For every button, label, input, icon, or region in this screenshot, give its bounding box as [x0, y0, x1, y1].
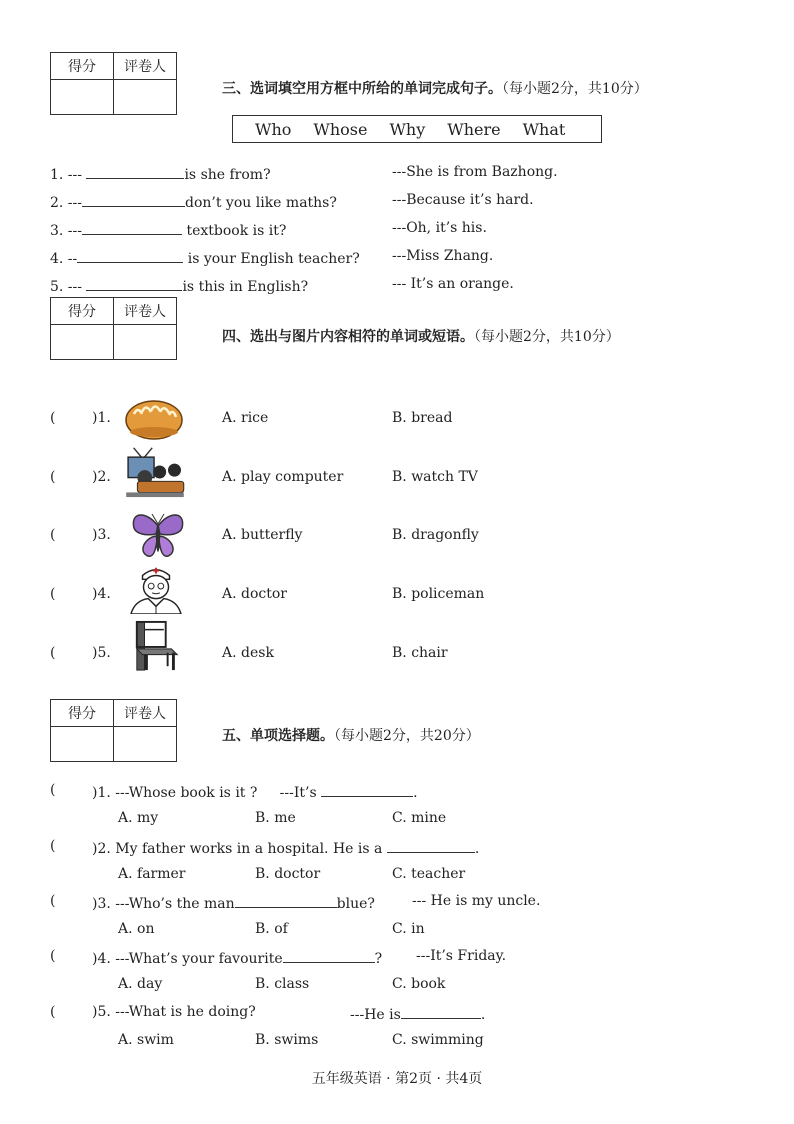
option-c: C. in [392, 921, 425, 937]
item-num: 3. --- [50, 223, 82, 239]
score-cell[interactable] [51, 325, 114, 360]
question-text: ---It’s [279, 785, 317, 801]
s4-item-num: )1. [92, 410, 111, 426]
s4-item-num: )4. [92, 586, 111, 602]
section5-title [222, 725, 480, 745]
question-text: . [474, 841, 480, 857]
option-b: B. class [255, 976, 310, 992]
score-table-section4 [50, 297, 177, 360]
item-text: is your English teacher? [183, 251, 360, 267]
answer-blank[interactable] [77, 248, 183, 263]
option-b: B. doctor [255, 866, 321, 882]
item-num: 5. --- [50, 279, 82, 295]
score-label: 得分 [51, 700, 114, 727]
grader-label: 评卷人 [114, 298, 177, 325]
question-text: ---He is [350, 1007, 401, 1023]
s5-question-5-reply [350, 1004, 485, 1023]
word-what: What [522, 119, 566, 139]
option-a: A. butterfly [222, 527, 303, 543]
option-a: A. on [118, 921, 155, 937]
answer-blank[interactable] [86, 164, 184, 179]
section5-title-text: 五、单项选择题。 [222, 728, 334, 744]
paren-open[interactable]: ( [50, 469, 56, 485]
option-c: C. teacher [392, 866, 466, 882]
option-b: B. of [255, 921, 288, 937]
s3-item-3-answer: ---Oh, it’s his. [392, 220, 487, 236]
score-cell[interactable] [51, 727, 114, 762]
question-text: . [413, 785, 418, 801]
question-text: )4. ---What’s your favourite [92, 951, 283, 967]
section3-title [222, 78, 648, 98]
s3-item-4-answer: ---Miss Zhang. [392, 248, 494, 264]
question-text: . [480, 1007, 486, 1023]
s3-item-3 [50, 220, 286, 239]
paren-open[interactable]: ( [50, 838, 56, 854]
s3-item-1-answer: ---She is from Bazhong. [392, 164, 558, 180]
option-b: B. dragonfly [392, 527, 479, 543]
option-a: A. doctor [222, 586, 287, 602]
s3-item-4 [50, 248, 360, 267]
option-b: B. swims [255, 1032, 319, 1048]
grader-cell[interactable] [114, 80, 177, 115]
bread-icon [124, 390, 184, 442]
item-text: textbook is it? [182, 223, 287, 239]
item-num: 2. --- [50, 195, 82, 211]
word-box [232, 115, 602, 143]
section4-title-text: 四、选出与图片内容相符的单词或短语。 [222, 329, 474, 345]
s5-question-4 [92, 948, 382, 967]
option-c: C. swimming [392, 1032, 484, 1048]
s5-question-3-reply: --- He is my uncle. [412, 893, 541, 909]
word-where: Where [447, 119, 501, 139]
answer-blank[interactable] [387, 838, 475, 853]
tv-watchers-icon [122, 446, 188, 498]
score-table-section5 [50, 699, 177, 762]
question-text: blue? [336, 896, 375, 912]
paren-open[interactable]: ( [50, 527, 56, 543]
answer-blank[interactable] [86, 276, 182, 291]
section4-title [222, 326, 620, 346]
grader-label: 评卷人 [114, 53, 177, 80]
chair-icon [128, 620, 188, 672]
option-c: C. book [392, 976, 446, 992]
s5-question-5: )5. ---What is he doing? [92, 1004, 256, 1020]
option-a: A. desk [222, 645, 274, 661]
item-num: 4. -- [50, 251, 78, 267]
option-b: B. chair [392, 645, 448, 661]
paren-open[interactable]: ( [50, 782, 56, 798]
question-text: )3. ---Who’s the man [92, 896, 235, 912]
grader-label: 评卷人 [114, 700, 177, 727]
option-a: A. rice [222, 410, 269, 426]
option-b: B. watch TV [392, 469, 478, 485]
option-c: C. mine [392, 810, 447, 826]
section3-points: （每小题2分，共10分） [502, 81, 648, 97]
option-a: A. day [118, 976, 163, 992]
grader-cell[interactable] [114, 325, 177, 360]
score-label: 得分 [51, 298, 114, 325]
word-whose: Whose [313, 119, 368, 139]
paren-open[interactable]: ( [50, 586, 56, 602]
option-b: B. policeman [392, 586, 485, 602]
s4-item-num: )2. [92, 469, 111, 485]
s3-item-5-answer: --- It’s an orange. [392, 276, 514, 292]
item-text: don’t you like maths? [185, 195, 337, 211]
s4-item-num: )3. [92, 527, 111, 543]
s5-question-4-reply: ---It’s Friday. [416, 948, 507, 964]
answer-blank[interactable] [321, 782, 413, 797]
paren-open[interactable]: ( [50, 948, 56, 964]
answer-blank[interactable] [82, 220, 182, 235]
option-a: A. farmer [118, 866, 186, 882]
option-a: A. swim [118, 1032, 174, 1048]
score-cell[interactable] [51, 80, 114, 115]
s3-item-5 [50, 276, 308, 295]
option-b: B. bread [392, 410, 453, 426]
section5-points: （每小题2分，共20分） [334, 728, 480, 744]
section4-points: （每小题2分，共10分） [474, 329, 620, 345]
item-num: 1. --- [50, 167, 82, 183]
section3-title-text: 三、选词填空用方框中所给的单词完成句子。 [222, 81, 502, 97]
s3-item-2 [50, 192, 337, 211]
s5-question-1 [92, 782, 418, 801]
grader-cell[interactable] [114, 727, 177, 762]
question-text: ? [374, 951, 383, 967]
word-who: Who [255, 119, 292, 139]
score-label: 得分 [51, 53, 114, 80]
option-b: B. me [255, 810, 296, 826]
page-footer: 五年级英语 · 第2页 · 共4页 [311, 1071, 483, 1087]
option-a: A. my [118, 810, 159, 826]
paren-open[interactable]: ( [50, 410, 56, 426]
paren-open[interactable]: ( [50, 645, 56, 661]
question-text: )1. ---Whose book is it ? [92, 785, 258, 801]
s5-question-3 [92, 893, 375, 912]
score-table-section3 [50, 52, 177, 115]
answer-blank[interactable] [283, 948, 375, 963]
paren-open[interactable]: ( [50, 893, 56, 909]
s3-item-1 [50, 164, 271, 183]
question-text: )2. My father works in a hospital. He is a [92, 841, 383, 857]
s3-item-2-answer: ---Because it’s hard. [392, 192, 534, 208]
answer-blank[interactable] [401, 1004, 481, 1019]
option-a: A. play computer [222, 469, 344, 485]
answer-blank[interactable] [82, 192, 185, 207]
word-why: Why [389, 119, 426, 139]
answer-blank[interactable] [235, 893, 337, 908]
s5-question-2 [92, 838, 479, 857]
s4-item-num: )5. [92, 645, 111, 661]
doctor-icon [126, 562, 186, 614]
item-text: is she from? [184, 167, 271, 183]
paren-open[interactable]: ( [50, 1004, 56, 1020]
butterfly-icon [128, 508, 188, 560]
item-text: is this in English? [182, 279, 309, 295]
